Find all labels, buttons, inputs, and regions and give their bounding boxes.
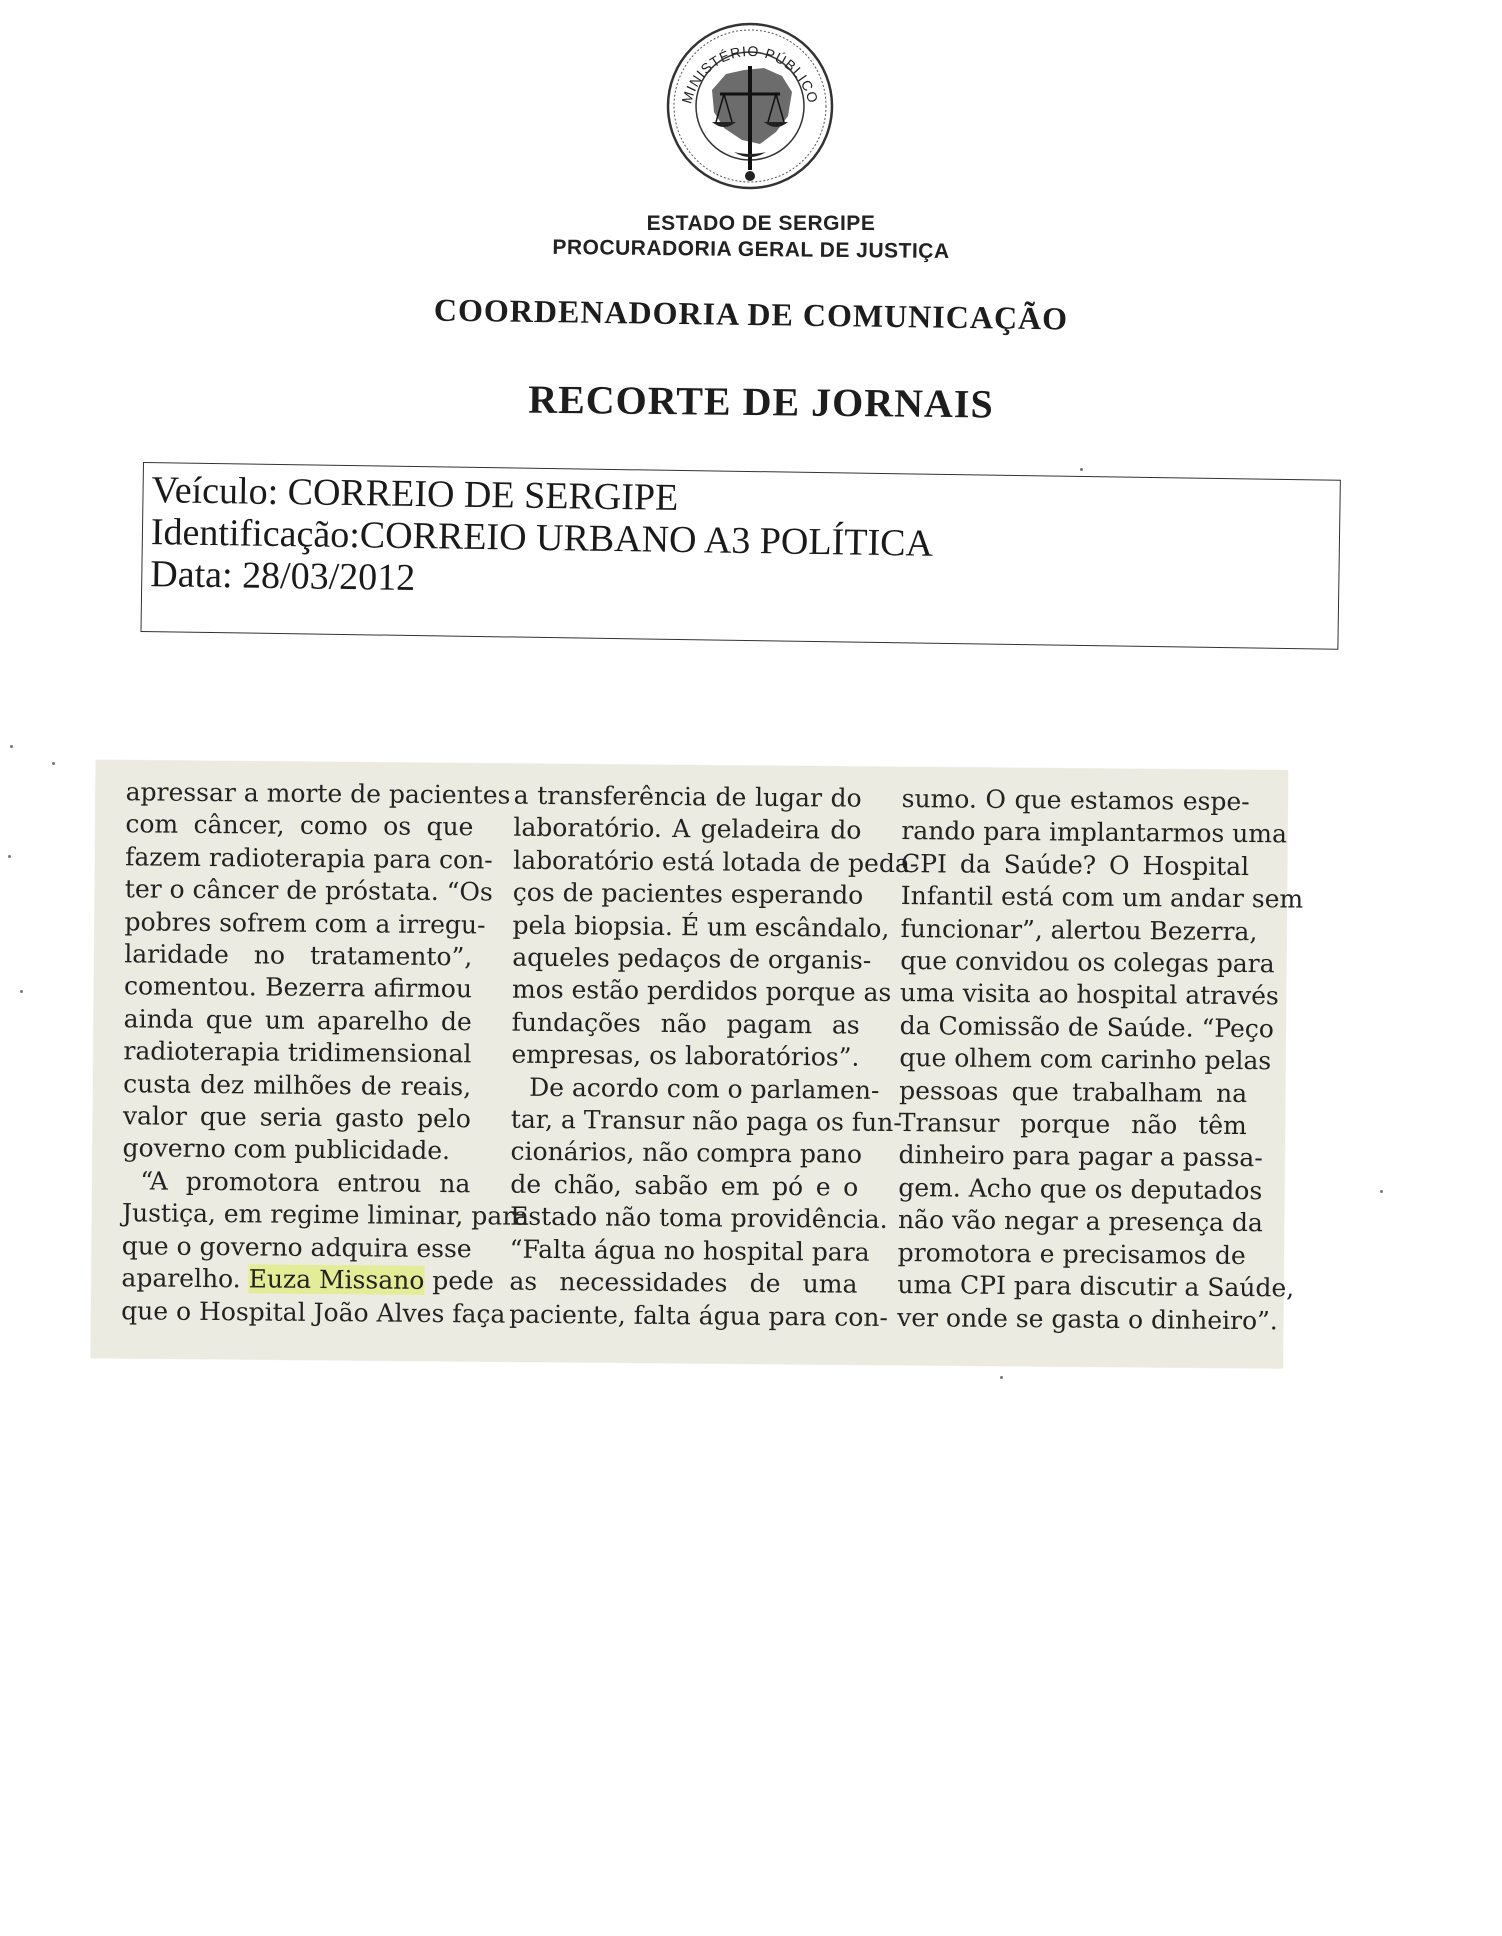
scan-speck <box>8 855 11 858</box>
article-line: uma visita ao hospital através <box>899 978 1279 1011</box>
article-line: pela biopsia. É um escândalo, <box>512 910 890 943</box>
identification-line: Identificação:CORREIO URBANO A3 POLÍTICA <box>150 511 934 565</box>
article-line: CPI da Saúde? O Hospital <box>901 848 1250 881</box>
article-line: que olhem com carinho pelas <box>899 1043 1272 1076</box>
article-line: que convidou os colegas para <box>900 946 1275 979</box>
article-line: cionários, não compra pano <box>510 1137 863 1170</box>
article-line: dinheiro para pagar a passa- <box>898 1140 1263 1173</box>
article-line: ços de pacientes esperando <box>512 877 864 910</box>
date-line: Data: 28/03/2012 <box>150 553 416 600</box>
ministerio-publico-seal <box>664 20 836 192</box>
article-line: Estado não toma providência. <box>509 1201 888 1235</box>
article-line: laridade no tratamento”, <box>124 939 473 972</box>
article-line: as necessidades de uma <box>509 1266 858 1299</box>
article-column-3 <box>897 783 1304 1368</box>
article-line: fundações não pagam as <box>511 1007 860 1040</box>
scan-speck <box>1000 1376 1003 1379</box>
article-text: aparelho. <box>121 1263 249 1294</box>
article-line: pessoas que trabalham na <box>899 1075 1248 1108</box>
article-line: ver onde se gasta o dinheiro”. <box>897 1302 1278 1335</box>
article-line: mos estão perdidos porque as <box>511 975 892 1008</box>
article-line: “Falta água no hospital para <box>509 1234 870 1267</box>
article-line: da Comissão de Saúde. “Peço <box>899 1010 1275 1044</box>
article-line: empresas, os laboratórios”. <box>511 1039 860 1072</box>
article-line: governo com publicidade. <box>122 1133 451 1166</box>
article-line: paciente, falta água para con- <box>509 1299 889 1332</box>
article-line: pobres sofrem com a irregu- <box>124 906 486 940</box>
svg-text:MINISTÉRIO PÚBLICO: MINISTÉRIO PÚBLICO <box>678 42 822 106</box>
highlighted-name: Euza Missano <box>248 1264 425 1295</box>
article-line: custa dez milhões de reais, <box>123 1068 472 1101</box>
article-line: radioterapia tridimensional <box>123 1036 472 1069</box>
article-line: que o governo adquira esse <box>121 1230 472 1263</box>
clipping-info-box <box>140 462 1340 650</box>
article-line: uma CPI para discutir a Saúde, <box>897 1270 1295 1303</box>
article-columns <box>121 776 1304 1368</box>
article-line: laboratório. A geladeira do <box>513 813 862 846</box>
article-line: laboratório está lotada de peda- <box>513 845 919 878</box>
article-line: que o Hospital João Alves faça <box>121 1295 506 1329</box>
scan-speck <box>10 745 13 748</box>
state-name: ESTADO DE SERGIPE <box>646 212 876 235</box>
article-line: Infantil está com um andar sem <box>900 881 1304 914</box>
article-line: “A promotora entrou na <box>140 1166 471 1199</box>
article-column-1 <box>121 776 530 1361</box>
article-line <box>121 1262 495 1297</box>
article-line: sumo. O que estamos espe- <box>901 784 1250 817</box>
scan-speck <box>1380 1190 1383 1193</box>
article-line: gem. Acho que os deputados <box>898 1172 1263 1206</box>
article-line: rando para implantarmos uma <box>901 816 1288 849</box>
article-line: de chão, sabão em pó e o <box>510 1169 859 1202</box>
article-line: ainda que um aparelho de <box>123 1004 472 1037</box>
article-line: apressar a morte de pacientes <box>125 777 511 810</box>
scan-speck <box>20 990 23 993</box>
article-line: a transferência de lugar do <box>513 780 862 813</box>
article-line: funcionar”, alertou Bezerra, <box>900 913 1258 946</box>
article-text: pede <box>424 1265 495 1296</box>
article-line: com câncer, como os que <box>125 809 474 842</box>
document-type-heading: RECORTE DE JORNAIS <box>527 376 995 427</box>
article-line: ter o câncer de próstata. “Os <box>124 874 493 907</box>
article-column-2 <box>509 780 919 1365</box>
article-line: promotora e precisamos de <box>897 1237 1246 1270</box>
article-line: valor que seria gasto pelo <box>122 1101 472 1134</box>
article-line: Justiça, em regime liminar, para <box>121 1198 530 1232</box>
department-heading: COORDENADORIA DE COMUNICAÇÃO <box>433 291 1069 337</box>
article-line: não vão negar a presença da <box>897 1205 1263 1238</box>
article-line: fazem radioterapia para con- <box>125 842 493 875</box>
scan-speck <box>1080 468 1083 471</box>
newspaper-clipping <box>91 760 1304 1368</box>
office-name: PROCURADORIA GERAL DE JUSTIÇA <box>552 235 950 264</box>
vehicle-line: Veículo: CORREIO DE SERGIPE <box>151 469 679 519</box>
article-line: Transur porque não têm <box>898 1108 1247 1141</box>
scan-speck <box>52 762 55 765</box>
article-line: aqueles pedaços de organis- <box>512 942 872 975</box>
article-line: tar, a Transur não paga os fun- <box>510 1104 902 1138</box>
article-line: comentou. Bezerra afirmou <box>123 971 473 1004</box>
article-line: De acordo com o parlamen- <box>529 1072 880 1105</box>
